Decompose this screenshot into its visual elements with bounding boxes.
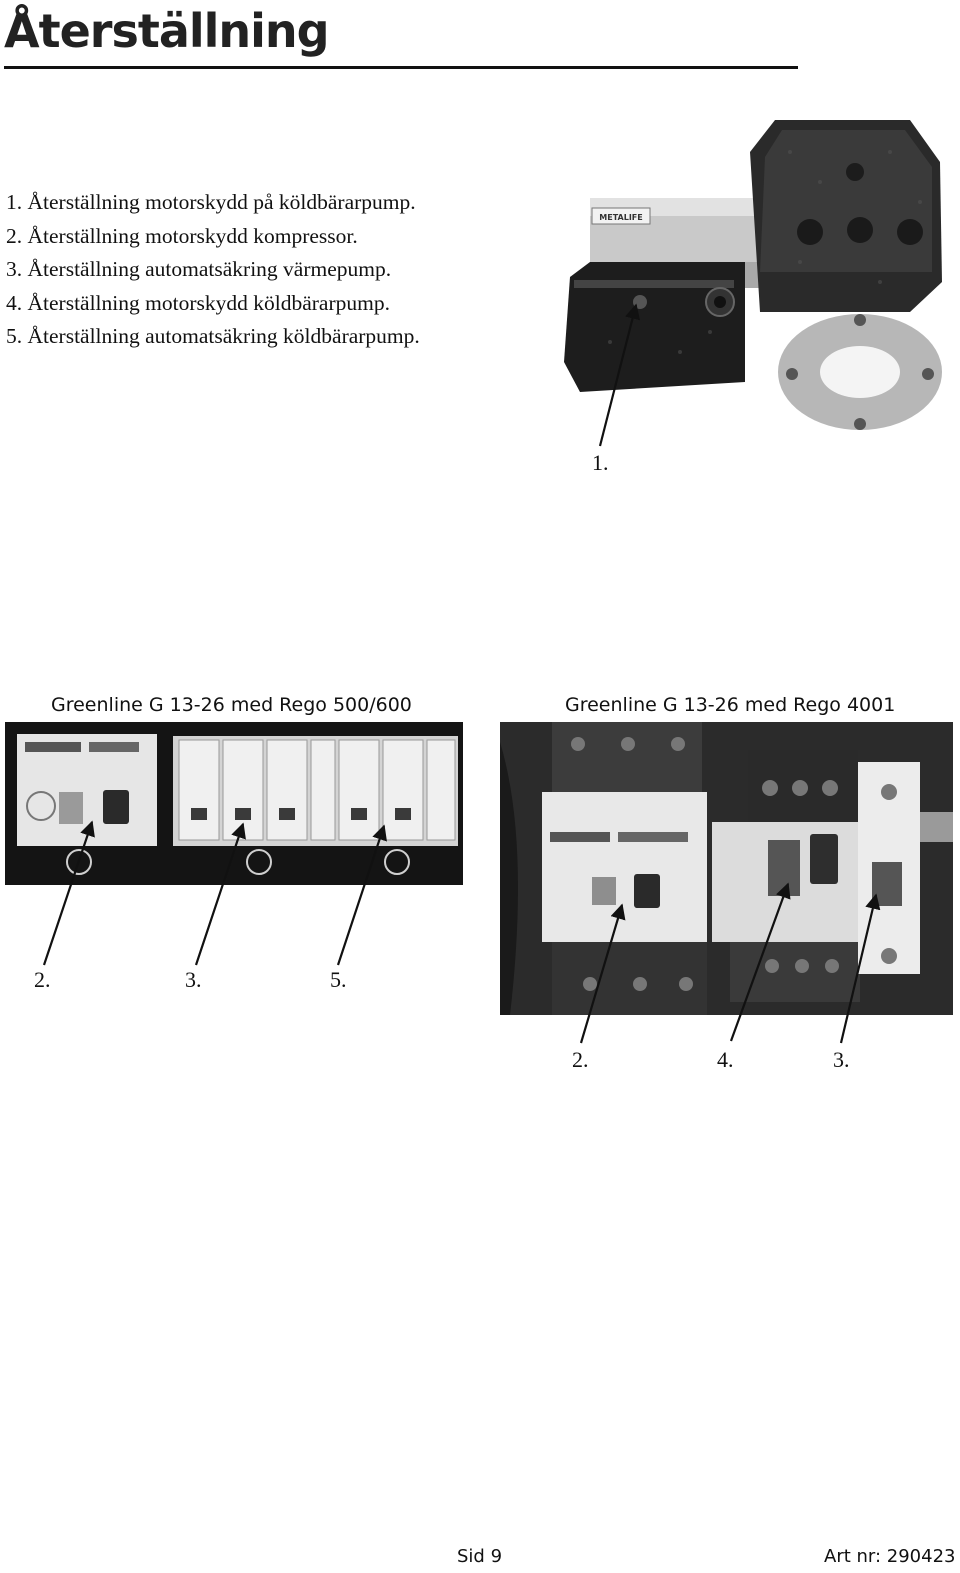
step-item: 5. Återställning automatsäkring köldbärarpump. [6, 324, 420, 348]
figure-left-caption: Greenline G 13-26 med Rego 500/600 [51, 694, 412, 716]
left-callout-2: 2. [34, 967, 51, 992]
page-title: Återställning [4, 4, 329, 58]
footer-article-number: Art nr: 290423 [824, 1546, 956, 1567]
pump-brand-label: METALIFE [599, 213, 643, 222]
title-divider [4, 66, 798, 69]
figure-right-caption: Greenline G 13-26 med Rego 4001 [565, 694, 896, 716]
right-callout-3: 3. [833, 1047, 850, 1072]
rego-4001-panel-photo [500, 722, 953, 1015]
step-item: 4. Återställning motorskydd köldbärarpump. [6, 290, 390, 315]
reset-steps-list [6, 186, 420, 354]
left-callout-5: 5. [330, 967, 347, 992]
left-callout-3: 3. [185, 967, 202, 992]
step-item: 2. Återställning motorskydd kompressor. [6, 223, 358, 248]
step-item: 3. Återställning automatsäkring värmepump. [6, 257, 392, 281]
right-callout-2: 2. [572, 1047, 589, 1072]
step-item: 1. Återställning motorskydd på köldbärarpump. [6, 190, 416, 214]
rego-500-600-panel-photo [5, 722, 463, 885]
right-callout-4: 4. [717, 1047, 734, 1072]
footer-page-number: Sid 9 [457, 1546, 503, 1567]
pump-callout-label: 1. [592, 450, 609, 475]
circulation-pump-photo [560, 112, 950, 442]
